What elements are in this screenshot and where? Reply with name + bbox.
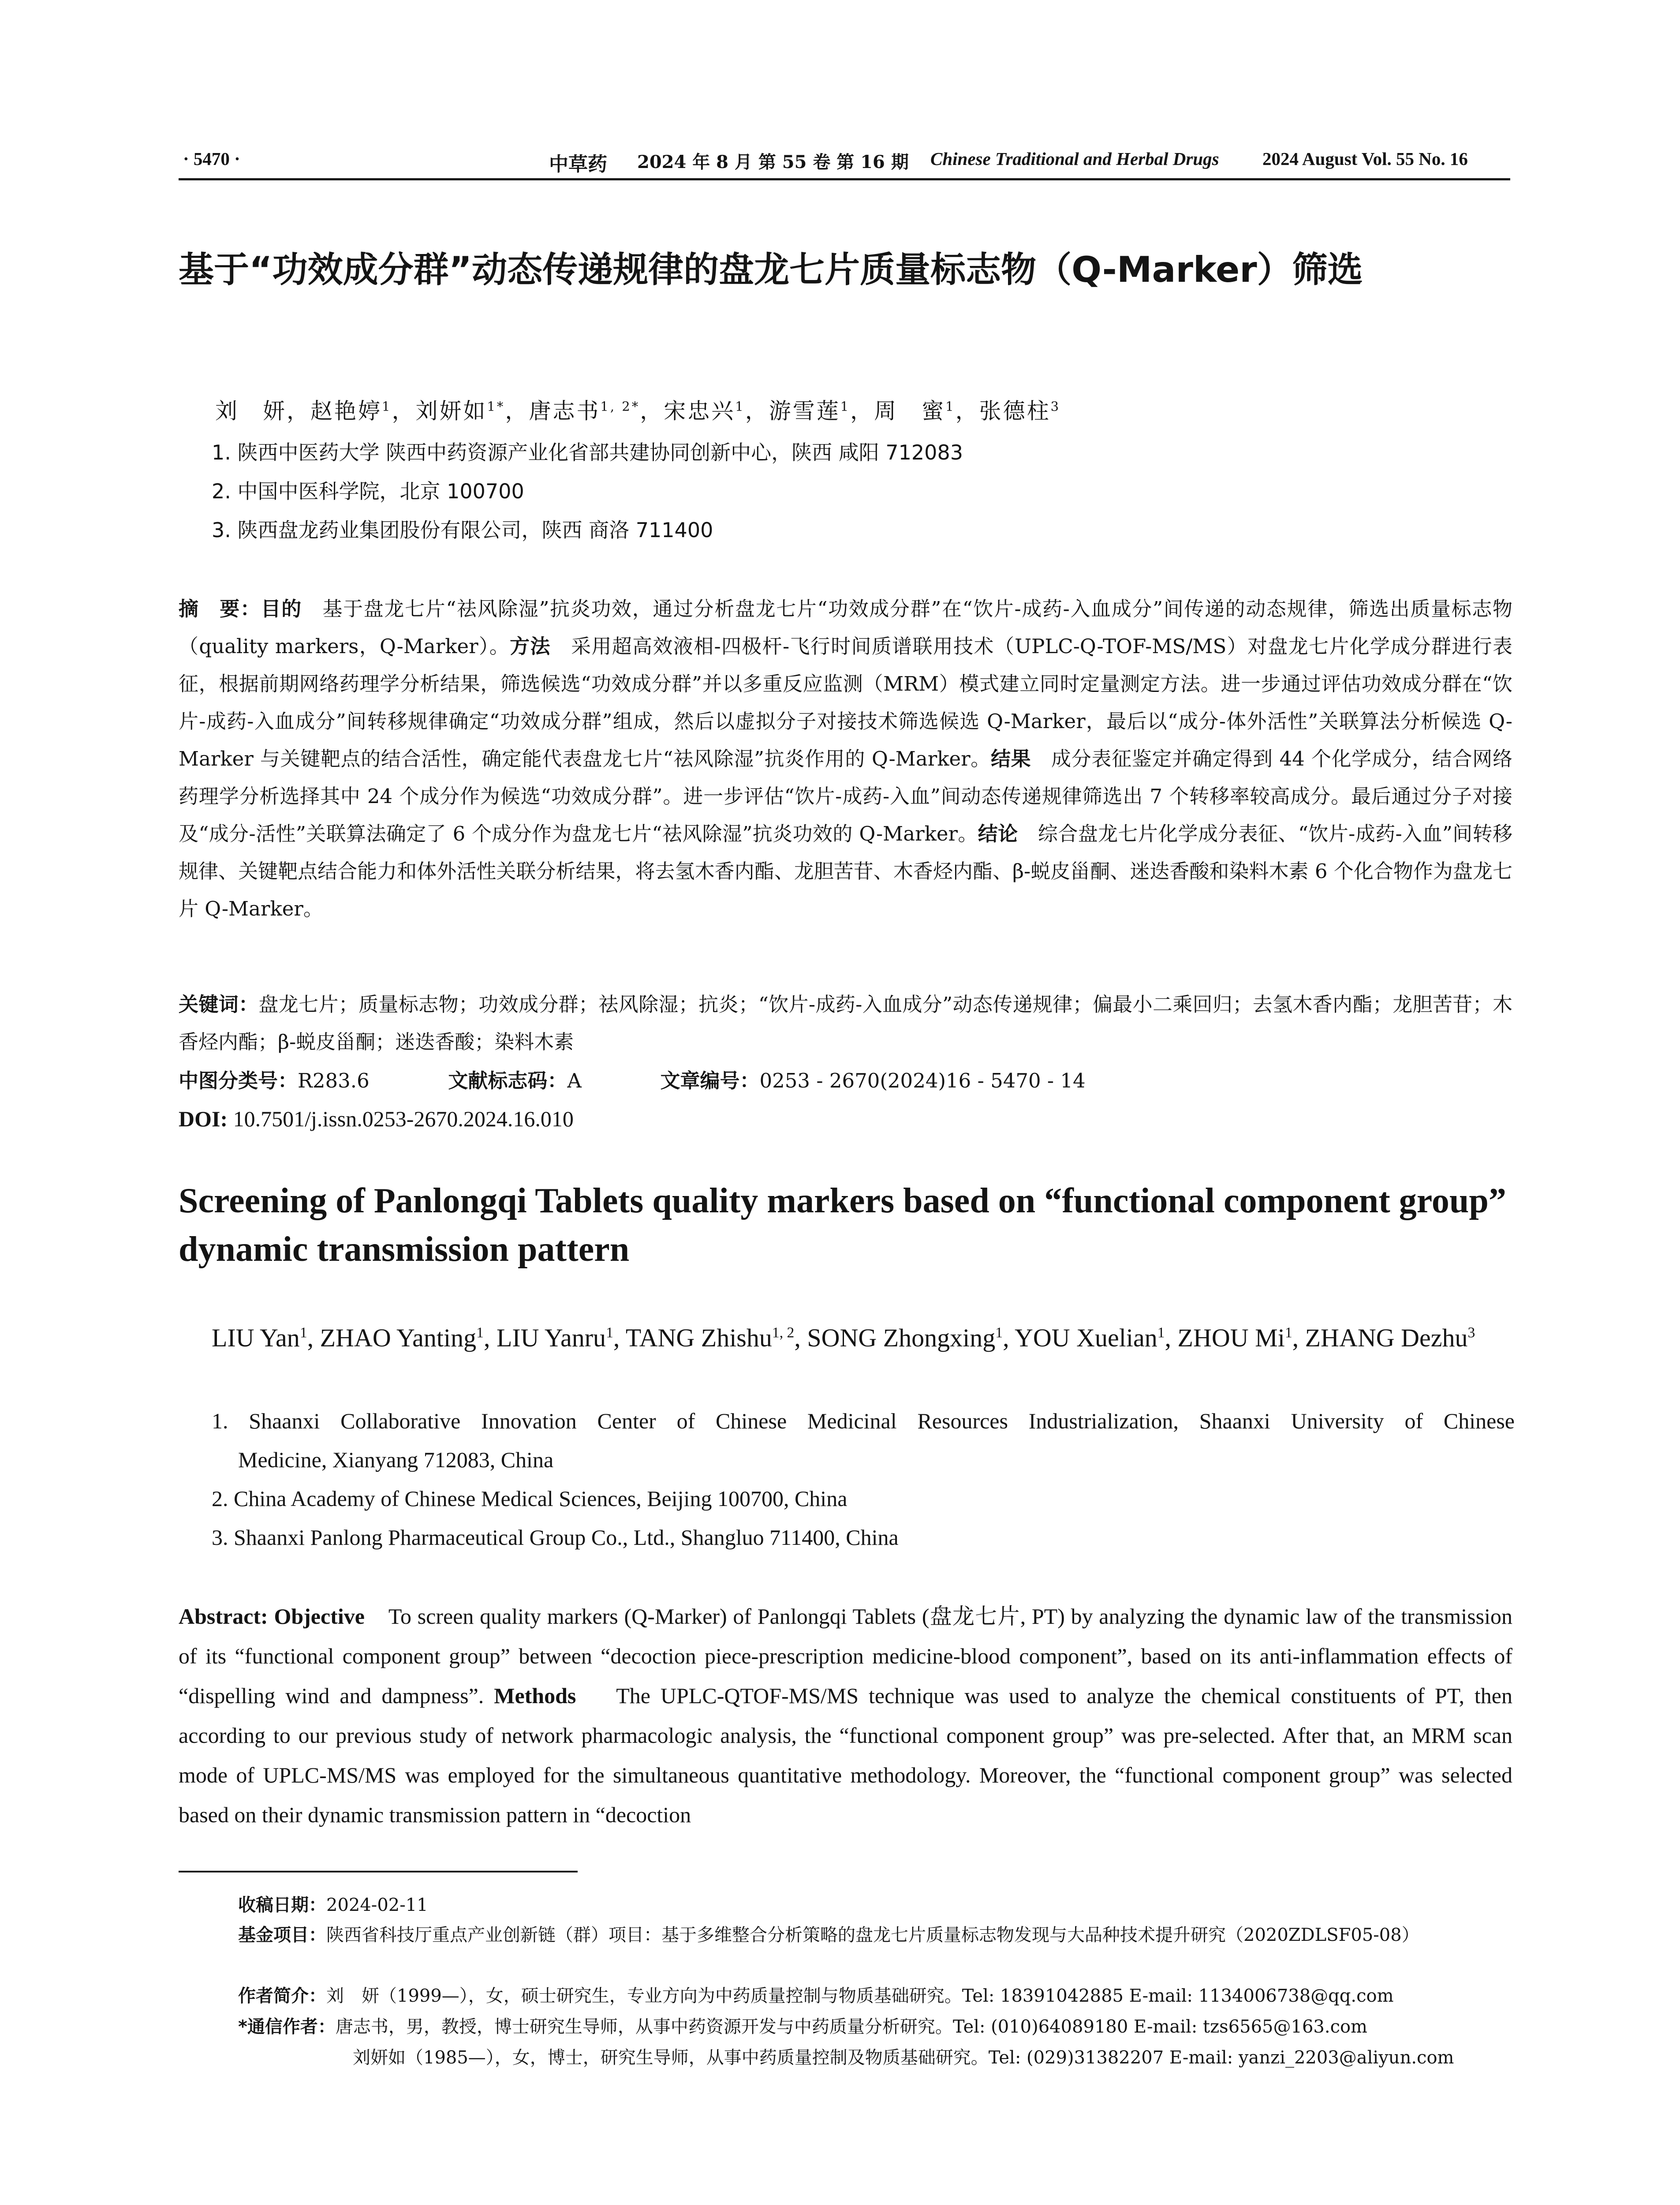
affiliation-cn-2: 2. 中国中医科学院，北京 100700 <box>212 479 524 503</box>
results-text: 成分表征鉴定并确定得到 44 个化学成分，结合网络药理学分析选择其中 24 个成分作为候选“功效成分群”。进一步评估“饮片-成药-入血”间动态传递规律筛选出 7 个转移率较高成分。最后通过分子对接及“成分-活性”关联算法确定了 6 个成分作为盘龙七片“祛风除湿”抗炎功效的 Q-Marker。 <box>179 747 1512 845</box>
author-name: , ZHOU Mi <box>1165 1323 1285 1352</box>
issue-info-en: 2024 August Vol. 55 No. 16 <box>1262 149 1468 169</box>
footnote-received <box>238 1891 1512 1919</box>
affiliation-en-3: 3. Shaanxi Panlong Pharmaceutical Group Co., Ltd., Shangluo 711400, China <box>212 1525 899 1550</box>
affiliation-mark: 1 <box>299 1324 307 1341</box>
doi-value: 10.7501/j.issn.0253-2670.2024.16.010 <box>233 1106 574 1131</box>
fund-label: 基金项目： <box>238 1925 326 1945</box>
bio-label: 作者简介： <box>238 1986 326 2006</box>
author-name: , YOU Xuelian <box>1003 1323 1157 1352</box>
affiliation-mark: 1 <box>476 1324 484 1341</box>
affiliation-mark: 1* <box>487 399 505 414</box>
doc-code-value: A <box>567 1069 582 1092</box>
affiliation-mark: 1, 2* <box>600 399 640 414</box>
results-label: 结果 <box>990 747 1031 770</box>
journal-name-cn: 中草药 <box>549 153 607 176</box>
affiliation-en-1-cont: Medicine, Xianyang 712083, China <box>238 1447 554 1472</box>
affiliation-en-2: 2. China Academy of Chinese Medical Sciences, Beijing 100700, China <box>212 1486 847 1511</box>
author-name: ，宋忠兴 <box>640 398 735 424</box>
author-name: 刘 妍， <box>215 398 310 424</box>
author-name: , ZHANG Dezhu <box>1292 1323 1468 1352</box>
affiliation-mark: 3 <box>1050 399 1061 414</box>
author-name: , LIU Yanru <box>483 1323 606 1352</box>
keywords-label: 关键词： <box>179 993 259 1016</box>
journal-name-en: Chinese Traditional and Herbal Drugs <box>930 149 1219 169</box>
affiliation-mark: 1 <box>1157 1324 1165 1341</box>
article-number-value: 0253 - 2670(2024)16 - 5470 - 14 <box>759 1069 1086 1092</box>
author-list-en <box>212 1319 1515 1357</box>
author-name: , ZHAO Yanting <box>307 1323 477 1352</box>
affiliation-mark: 1 <box>945 399 956 414</box>
paper-title-cn: 基于“功效成分群”动态传递规律的盘龙七片质量标志物（Q-Marker）筛选 <box>179 249 1363 290</box>
article-number-label: 文章编号： <box>660 1069 760 1092</box>
clc-label: 中图分类号： <box>179 1069 298 1092</box>
fund-value: 陕西省科技厅重点产业创新链（群）项目：基于多维整合分析策略的盘龙七片质量标志物发现与大品种技术提升研究（2020ZDLSF05-08） <box>326 1925 1419 1945</box>
doi-line <box>179 1100 574 1138</box>
conclusion-label: 结论 <box>978 822 1018 845</box>
affiliation-mark: 1 <box>382 399 392 414</box>
author-name: ，周 蜜 <box>850 398 946 424</box>
methods-label: 方法 <box>510 635 551 658</box>
keywords-cn <box>179 986 1512 1061</box>
affiliation-mark: 1 <box>995 1324 1003 1341</box>
author-list-cn <box>215 393 1538 425</box>
affiliation-mark: 1 <box>735 399 745 414</box>
author-name: ，游雪莲 <box>745 398 840 424</box>
footnote-divider <box>179 1871 578 1872</box>
objective-label: 目的 <box>261 597 302 620</box>
author-name: ，刘妍如 <box>392 398 487 424</box>
footnote-corresponding-2: 刘妍如（1985—），女，博士，研究生导师，从事中药质量控制及物质基础研究。Tel: (029)31382207 E-mail: yanzi_2203@aliyun.com <box>353 2048 1454 2068</box>
methods-en-text: The UPLC-QTOF-MS/MS technique was used to analyze the chemical constituents of PT, then according to our previous study of network pharmacologic analysis, the “functional component group” was pre-selected. After that, an MRM scan mode of UPLC-MS/MS was employed for the simultaneous quantitative methodology. Moreover, the “functional component group” was selected based on their dynamic transmission pattern in “decoction <box>179 1683 1518 1827</box>
affiliation-cn-1: 1. 陕西中医药大学 陕西中药资源产业化省部共建协同创新中心，陕西 咸阳 712083 <box>212 441 963 464</box>
methods-text: 采用超高效液相-四极杆-飞行时间质谱联用技术（UPLC-Q-TOF-MS/MS）对盘龙七片化学成分群进行表征，根据前期网络药理学分析结果，筛选候选“功效成分群”并以多重反应监测（MRM）模式建立同时定量测定方法。进一步通过评估功效成分群在“饮片-成药-入血成分”间转移规律确定“功效成分群”组成，然后以虚拟分子对接技术筛选候选 Q-Marker，最后以“成分-体外活性”关联算法分析候选 Q-Marker 与关键靶点的结合活性，确定能代表盘龙七片“祛风除湿”抗炎作用的 Q-Marker。 <box>179 635 1512 770</box>
affiliation-mark: 1, 2 <box>772 1324 795 1341</box>
received-value: 2024-02-11 <box>326 1895 428 1915</box>
objective-en-text: To screen quality markers (Q-Marker) of Panlongqi Tablets (盘龙七片, PT) by analyzing the dynamic law of the transmission of its “functional component group” between “decoction piece-prescription medicine-blood component”, based on its anti-inflammation effects of “dispelling wind and dampness”. <box>179 1604 1518 1708</box>
affiliation-mark: 1 <box>606 1324 613 1341</box>
footnote-fund <box>238 1921 1512 1949</box>
abstract-en <box>179 1596 1518 1835</box>
affiliation-cn-3: 3. 陕西盘龙药业集团股份有限公司，陕西 商洛 711400 <box>212 518 713 542</box>
issue-info-cn: 2024 年 8 月 第 55 卷 第 16 期 <box>637 152 909 172</box>
affiliation-en-1: 1. Shaanxi Collaborative Innovation Center of Chinese Medicinal Resources Industrialization, Shaanxi University of Chinese <box>212 1409 1515 1433</box>
footnote-author-bio <box>238 1982 1512 2010</box>
author-name: 赵艳婷 <box>310 398 382 424</box>
author-name: LIU Yan <box>212 1323 300 1352</box>
classification-line <box>179 1062 1086 1099</box>
keywords-text: 盘龙七片；质量标志物；功效成分群；祛风除湿；抗炎；“饮片-成药-入血成分”动态传递规律；偏最小二乘回归；去氢木香内酯；龙胆苦苷；木香烃内酯；β-蜕皮甾酮；迷迭香酸；染料木素 <box>179 993 1512 1054</box>
corresponding-value-1: 唐志书，男，教授，博士研究生导师，从事中药资源开发与中药质量分析研究。Tel: (010)64089180 E-mail: tzs6565@163.com <box>335 2017 1367 2037</box>
received-label: 收稿日期： <box>238 1895 326 1915</box>
affiliation-mark: 3 <box>1467 1324 1475 1341</box>
methods-en-label: Methods <box>494 1683 576 1708</box>
objective-text: 基于盘龙七片“祛风除湿”抗炎功效，通过分析盘龙七片“功效成分群”在“饮片-成药-入血成分”间传递的动态规律，筛选出质量标志物（quality markers，Q-Marker）。 <box>179 597 1512 658</box>
affiliation-mark: 1 <box>1284 1324 1292 1341</box>
bio-value: 刘 妍（1999—），女，硕士研究生，专业方向为中药质量控制与物质基础研究。Tel: 18391042885 E-mail: 1134006738@qq.com <box>326 1986 1394 2006</box>
author-name: , SONG Zhongxing <box>794 1323 996 1352</box>
author-name: ，唐志书 <box>505 398 601 424</box>
doc-code-label: 文献标志码： <box>448 1069 567 1092</box>
doi-label: DOI: <box>179 1106 228 1131</box>
page-number: · 5470 · <box>183 149 240 169</box>
author-name: ，张德柱 <box>955 398 1051 424</box>
abstract-cn <box>179 590 1512 927</box>
author-name: , TANG Zhishu <box>613 1323 772 1352</box>
clc-value: R283.6 <box>298 1069 370 1092</box>
footnote-corresponding <box>238 2013 1512 2041</box>
running-header <box>179 142 1510 180</box>
abstract-en-label: Abstract: Objective <box>179 1604 365 1629</box>
paper-title-en: Screening of Panlongqi Tablets quality markers based on “functional component group” dynamic transmission pattern <box>179 1181 1506 1269</box>
abstract-label: 摘 要： <box>179 597 261 620</box>
conclusion-text: 综合盘龙七片化学成分表征、“饮片-成药-入血”间转移规律、关键靶点结合能力和体外活性关联分析结果，将去氢木香内酯、龙胆苦苷、木香烃内酯、β-蜕皮甾酮、迷迭香酸和染料木素 6 个化合物作为盘龙七片 Q-Marker。 <box>179 822 1512 920</box>
corresponding-label: *通信作者： <box>238 2017 336 2037</box>
affiliation-mark: 1 <box>840 399 851 414</box>
